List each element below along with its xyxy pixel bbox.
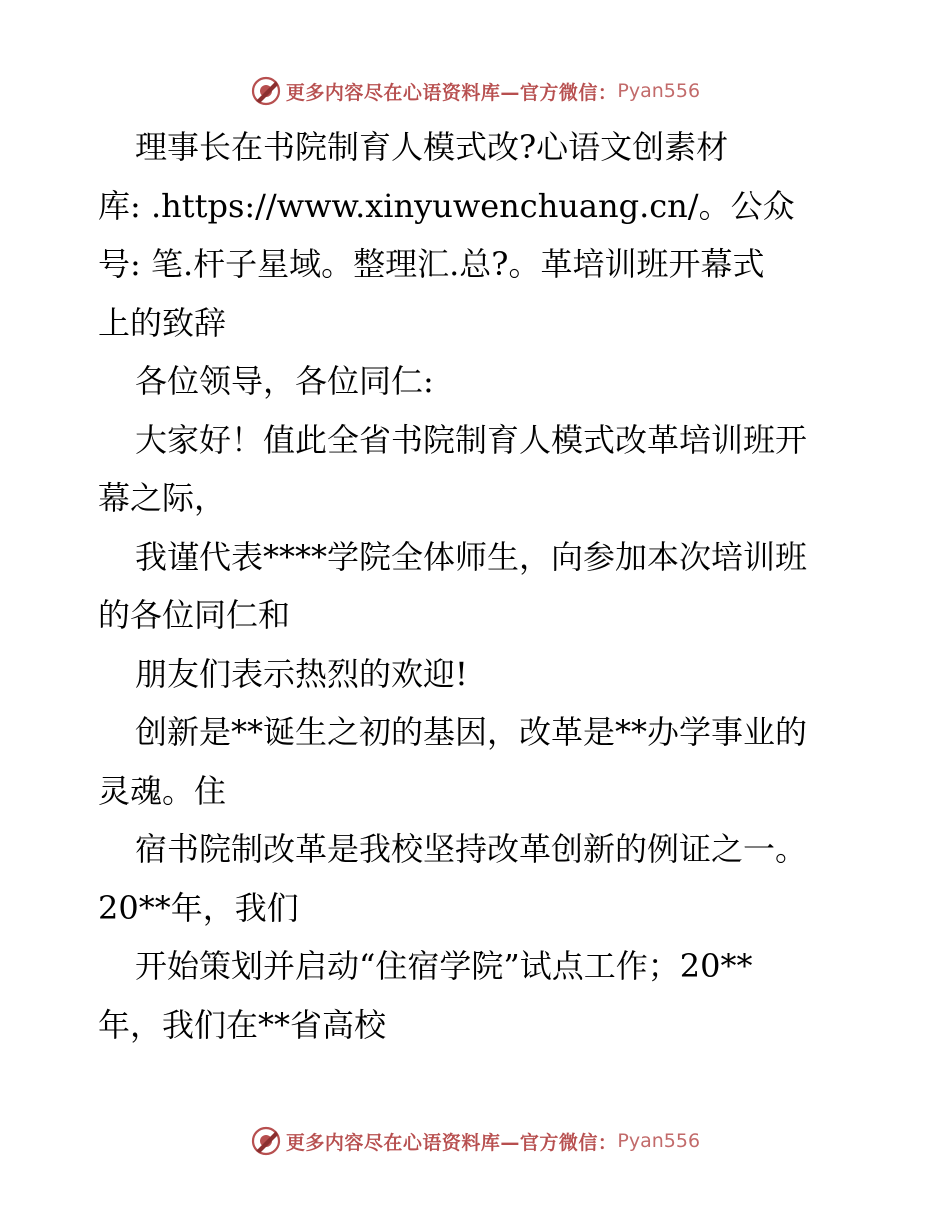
text-line: 的各位同仁和	[98, 596, 291, 634]
text-line: 开始策划并启动“住宿学院”试点工作；20**	[135, 947, 753, 985]
text-line: 库: .https://www.xinyuwenchuang.cn/。公众	[98, 186, 795, 225]
text-line: 年，我们在**省高校	[98, 1005, 387, 1044]
text-line: 上的致辞	[98, 303, 227, 342]
watermark-wechat-id: Pyan556	[617, 1130, 701, 1152]
document-body	[98, 118, 858, 1054]
text-line: 号: 笔.杆子星域。整理汇.总?。革培训班开幕式	[98, 245, 765, 283]
text-line: 创新是**诞生之初的基因，改革是**办学事业的	[135, 713, 808, 751]
watermark-text: 更多内容尽在心语资料库—官方微信：	[285, 1131, 618, 1154]
watermark-banner-top	[0, 71, 950, 111]
text-line: 大家好！值此全省书院制育人模式改革培训班开	[135, 420, 808, 459]
text-line: 20**年，我们	[98, 888, 299, 927]
text-line: 各位领导，各位同仁:	[135, 362, 434, 400]
text-line: 朋友们表示热烈的欢迎!	[135, 654, 468, 693]
text-line: 理事长在书院制育人模式改?心语文创素材	[135, 128, 729, 166]
text-line: 幕之际，	[98, 479, 227, 517]
watermark-text: 更多内容尽在心语资料库—官方微信：	[285, 81, 618, 104]
watermark-banner-bottom	[0, 1121, 950, 1161]
text-line: 灵魂。住	[98, 771, 227, 810]
quill-logo-icon	[250, 1125, 282, 1157]
watermark-wechat-id: Pyan556	[617, 80, 701, 102]
quill-logo-icon	[250, 75, 282, 107]
text-line: 我谨代表****学院全体师生，向参加本次培训班	[135, 537, 808, 576]
text-line: 宿书院制改革是我校坚持改革创新的例证之一。	[135, 830, 808, 868]
